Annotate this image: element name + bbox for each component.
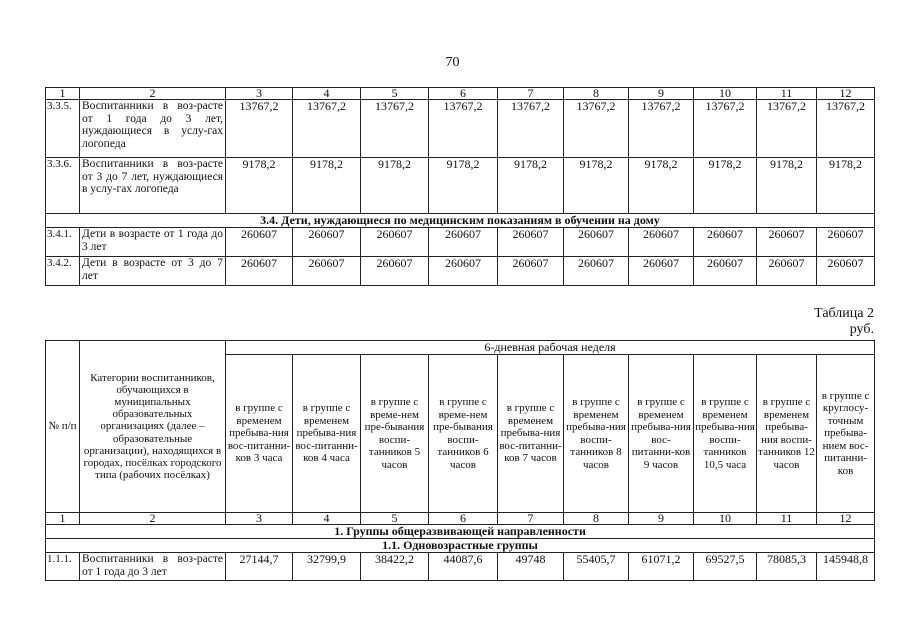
col-number: 12 bbox=[817, 88, 875, 100]
cell-value: 145948,8 bbox=[817, 553, 875, 581]
cell-value: 260607 bbox=[629, 228, 694, 257]
cell-value: 260607 bbox=[694, 228, 757, 257]
section-title: 1. Группы общеразвивающей направленности bbox=[46, 525, 875, 539]
subsection-title: 1.1. Одновозрастные группы bbox=[46, 539, 875, 553]
cell-value: 13767,2 bbox=[757, 100, 817, 158]
row-description: Дети в возрасте от 1 года до 3 лет bbox=[80, 228, 226, 257]
cell-value: 13767,2 bbox=[694, 100, 757, 158]
cell-value: 9178,2 bbox=[429, 158, 498, 214]
table-2-header-row bbox=[46, 341, 875, 355]
cell-value: 260607 bbox=[361, 228, 429, 257]
group-header: в группе с временем пребыва-ния вос-питанни-ков 4 часа bbox=[293, 355, 361, 513]
cell-value: 260607 bbox=[226, 257, 293, 286]
col-number: 9 bbox=[629, 513, 694, 525]
table-row bbox=[46, 257, 875, 286]
cell-value: 9178,2 bbox=[694, 158, 757, 214]
cell-value: 13767,2 bbox=[361, 100, 429, 158]
table-row bbox=[46, 158, 875, 214]
col-number: 1 bbox=[46, 88, 80, 100]
cell-value: 13767,2 bbox=[498, 100, 564, 158]
group-header: в группе с круглосу-точным пребыва-нием вос-питанни-ков bbox=[817, 355, 875, 513]
col-number: 9 bbox=[629, 88, 694, 100]
group-header: в группе с временем пребыва-ния воспи-танников 8 часов bbox=[564, 355, 629, 513]
cell-value: 32799,9 bbox=[293, 553, 361, 581]
cell-value: 260607 bbox=[361, 257, 429, 286]
row-code: 3.4.2. bbox=[46, 257, 80, 286]
col-number: 10 bbox=[694, 513, 757, 525]
group-header: в группе с временем пребыва-ния вос-питанни-ков 3 часа bbox=[226, 355, 293, 513]
col-number: 5 bbox=[361, 88, 429, 100]
col-number-header: № п/п bbox=[46, 341, 80, 513]
cell-value: 260607 bbox=[429, 257, 498, 286]
row-code: 3.3.5. bbox=[46, 100, 80, 158]
cell-value: 9178,2 bbox=[564, 158, 629, 214]
row-description: Дети в возрасте от 3 до 7 лет bbox=[80, 257, 226, 286]
row-description: Воспитанники в воз-расте от 3 до 7 лет, нуждающиеся в услу-гах логопеда bbox=[80, 158, 226, 214]
cell-value: 55405,7 bbox=[564, 553, 629, 581]
col-number: 4 bbox=[293, 88, 361, 100]
cell-value: 260607 bbox=[757, 228, 817, 257]
cell-value: 260607 bbox=[293, 228, 361, 257]
cell-value: 260607 bbox=[817, 257, 875, 286]
cell-value: 9178,2 bbox=[498, 158, 564, 214]
section-row bbox=[46, 525, 875, 539]
cell-value: 9178,2 bbox=[629, 158, 694, 214]
group-header: в группе с временем пребыва-ния вос-питанни-ков 9 часов bbox=[629, 355, 694, 513]
cell-value: 9178,2 bbox=[817, 158, 875, 214]
cell-value: 9178,2 bbox=[757, 158, 817, 214]
group-header: в группе с време-нем пре-бывания воспи-танников 6 часов bbox=[429, 355, 498, 513]
col-number: 7 bbox=[498, 513, 564, 525]
cell-value: 49748 bbox=[498, 553, 564, 581]
col-number: 12 bbox=[817, 513, 875, 525]
cell-value: 61071,2 bbox=[629, 553, 694, 581]
col-number: 6 bbox=[429, 88, 498, 100]
cell-value: 260607 bbox=[757, 257, 817, 286]
cell-value: 13767,2 bbox=[293, 100, 361, 158]
col-number: 10 bbox=[694, 88, 757, 100]
group-header: в группе с временем пребыва-ния воспи-танников 10,5 часа bbox=[694, 355, 757, 513]
row-code: 1.1.1. bbox=[46, 553, 80, 581]
table-2-caption bbox=[814, 306, 874, 338]
cell-value: 13767,2 bbox=[564, 100, 629, 158]
cell-value: 260607 bbox=[429, 228, 498, 257]
cell-value: 260607 bbox=[564, 228, 629, 257]
section-row bbox=[46, 539, 875, 553]
col-number: 11 bbox=[757, 88, 817, 100]
group-header: в группе с временем пребыва-ния воспи-танников 12 часов bbox=[757, 355, 817, 513]
col-number: 2 bbox=[80, 88, 226, 100]
row-code: 3.3.6. bbox=[46, 158, 80, 214]
group-header: в группе с временем пребыва-ния вос-питанни-ков 7 часов bbox=[498, 355, 564, 513]
cell-value: 13767,2 bbox=[226, 100, 293, 158]
week-header: 6-дневная рабочая неделя bbox=[226, 341, 875, 355]
cell-value: 9178,2 bbox=[226, 158, 293, 214]
table-row bbox=[46, 228, 875, 257]
cell-value: 78085,3 bbox=[757, 553, 817, 581]
table-2 bbox=[45, 340, 875, 581]
cell-value: 260607 bbox=[226, 228, 293, 257]
col-number: 4 bbox=[293, 513, 361, 525]
section-title: 3.4. Дети, нуждающиеся по медицинским показаниям в обучении на дому bbox=[46, 214, 875, 228]
cell-value: 260607 bbox=[629, 257, 694, 286]
table-row bbox=[46, 100, 875, 158]
cell-value: 260607 bbox=[694, 257, 757, 286]
cell-value: 13767,2 bbox=[817, 100, 875, 158]
page-number: 70 bbox=[445, 55, 460, 70]
table-1 bbox=[45, 87, 875, 286]
cell-value: 38422,2 bbox=[361, 553, 429, 581]
cell-value: 260607 bbox=[498, 228, 564, 257]
col-number: 5 bbox=[361, 513, 429, 525]
cell-value: 260607 bbox=[293, 257, 361, 286]
cell-value: 44087,6 bbox=[429, 553, 498, 581]
table-2-unit: руб. bbox=[849, 322, 874, 337]
table-2-number-row bbox=[46, 513, 875, 525]
cell-value: 13767,2 bbox=[429, 100, 498, 158]
cell-value: 69527,5 bbox=[694, 553, 757, 581]
col-number: 3 bbox=[226, 513, 293, 525]
row-description: Воспитанники в воз-расте от 1 года до 3 лет, нуждающиеся в услу-гах логопеда bbox=[80, 100, 226, 158]
table-2-title: Таблица 2 bbox=[814, 306, 874, 321]
col-number: 1 bbox=[46, 513, 80, 525]
cell-value: 260607 bbox=[498, 257, 564, 286]
row-description: Воспитанники в воз-расте от 1 года до 3 лет bbox=[80, 553, 226, 581]
cell-value: 260607 bbox=[817, 228, 875, 257]
group-header: в группе с време-нем пре-бывания воспи-танников 5 часов bbox=[361, 355, 429, 513]
table-1-header-row bbox=[46, 88, 875, 100]
cell-value: 27144,7 bbox=[226, 553, 293, 581]
col-number: 8 bbox=[564, 88, 629, 100]
cell-value: 9178,2 bbox=[361, 158, 429, 214]
col-number: 7 bbox=[498, 88, 564, 100]
cell-value: 9178,2 bbox=[293, 158, 361, 214]
col-number: 3 bbox=[226, 88, 293, 100]
cell-value: 13767,2 bbox=[629, 100, 694, 158]
col-number: 6 bbox=[429, 513, 498, 525]
col-number: 8 bbox=[564, 513, 629, 525]
col-number: 11 bbox=[757, 513, 817, 525]
cell-value: 260607 bbox=[564, 257, 629, 286]
col-number: 2 bbox=[80, 513, 226, 525]
col-category-header: Категории воспитанников, обучающихся в муниципальных образовательных организациях (далее – образовательные организации), находящихся в городах, посёлках городского типа (рабочих посёлках) bbox=[80, 341, 226, 513]
table-row bbox=[46, 553, 875, 581]
row-code: 3.4.1. bbox=[46, 228, 80, 257]
section-row bbox=[46, 214, 875, 228]
